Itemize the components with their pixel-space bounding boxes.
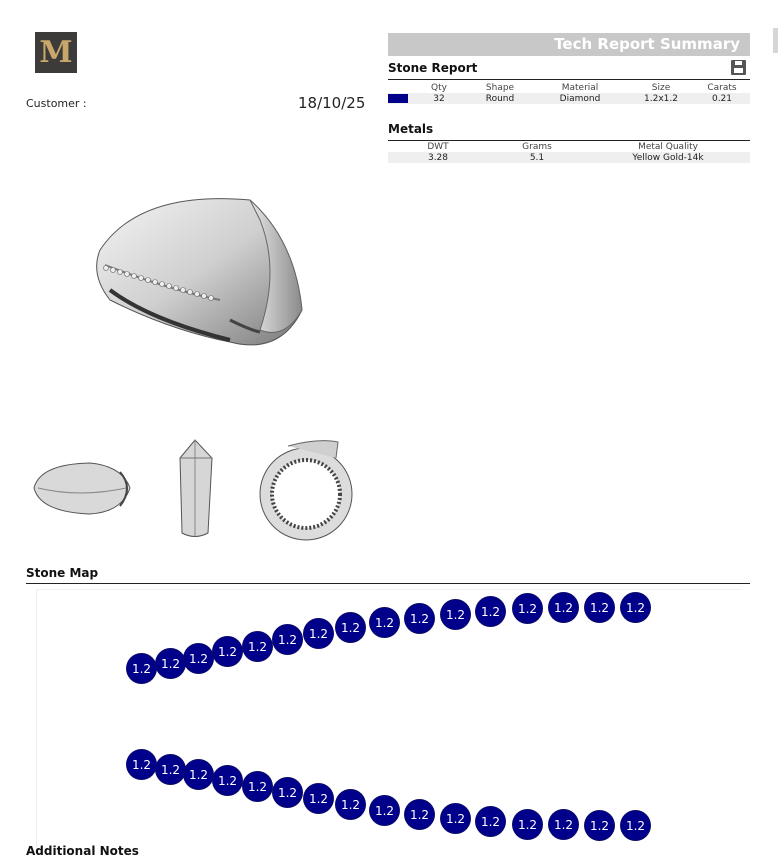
stone-marker: 1.2 (441, 600, 470, 629)
report-header-bar (388, 33, 750, 56)
col-grams: Grams (522, 141, 552, 152)
stone-marker: 1.2 (213, 637, 242, 666)
stone-marker: 1.2 (405, 604, 434, 633)
stone-marker: 1.2 (441, 804, 470, 833)
metal-dwt: 3.28 (388, 152, 488, 163)
col-carats: Carats (707, 82, 737, 93)
metals-header-row (388, 141, 750, 152)
additional-notes-title: Additional Notes (26, 844, 139, 858)
table-row (388, 93, 750, 104)
stone-marker: 1.2 (513, 594, 542, 623)
logo-letter: M (39, 34, 73, 70)
stone-material: Diamond (532, 93, 628, 104)
metal-quality: Yellow Gold-14k (586, 152, 750, 163)
metals-title: Metals (388, 122, 434, 136)
stone-marker: 1.2 (370, 608, 399, 637)
report-title: Tech Report Summary (554, 35, 740, 53)
stone-marker: 1.2 (405, 800, 434, 829)
stone-map-title: Stone Map (26, 566, 99, 580)
stone-marker: 1.2 (243, 772, 272, 801)
stone-marker: 1.2 (273, 778, 302, 807)
stone-report-header-row (388, 82, 750, 93)
company-logo (35, 32, 77, 73)
stone-qty: 32 (410, 93, 468, 104)
stone-marker: 1.2 (476, 597, 505, 626)
ring-front-view (170, 438, 220, 540)
stone-marker: 1.2 (370, 796, 399, 825)
stone-carats: 0.21 (694, 93, 750, 104)
stone-marker: 1.2 (621, 811, 650, 840)
table-row (388, 152, 750, 163)
col-size: Size (651, 82, 671, 93)
stone-marker: 1.2 (304, 784, 333, 813)
stone-marker: 1.2 (156, 649, 185, 678)
stone-report-table (388, 82, 750, 104)
stone-marker: 1.2 (585, 593, 614, 622)
col-color (388, 82, 410, 93)
stone-marker: 1.2 (243, 632, 272, 661)
stone-marker: 1.2 (304, 619, 333, 648)
stone-marker: 1.2 (156, 755, 185, 784)
stone-size: 1.2x1.2 (628, 93, 694, 104)
stone-marker: 1.2 (549, 810, 578, 839)
metals-table (388, 141, 750, 163)
stone-marker: 1.2 (336, 790, 365, 819)
stone-marker: 1.2 (336, 613, 365, 642)
col-dwt: DWT (427, 141, 449, 152)
stone-marker: 1.2 (476, 807, 505, 836)
stone-marker: 1.2 (273, 625, 302, 654)
stone-map-rule (26, 583, 750, 584)
stone-report-title: Stone Report (388, 61, 478, 75)
col-shape: Shape (485, 82, 515, 93)
stone-marker: 1.2 (127, 654, 156, 683)
stone-marker: 1.2 (213, 766, 242, 795)
ring-perspective-view (80, 180, 310, 360)
save-icon[interactable] (731, 60, 746, 75)
stone-marker: 1.2 (621, 593, 650, 622)
page-edge-decoration (773, 28, 778, 53)
stone-marker: 1.2 (585, 811, 614, 840)
col-metal-quality: Metal Quality (638, 141, 698, 152)
report-date: 18/10/25 (298, 94, 366, 112)
stone-color-swatch (388, 93, 410, 104)
metal-grams: 5.1 (488, 152, 586, 163)
stone-marker: 1.2 (127, 750, 156, 779)
stone-marker: 1.2 (184, 644, 213, 673)
stone-shape: Round (468, 93, 532, 104)
customer-label: Customer : (26, 97, 87, 110)
stone-marker: 1.2 (513, 810, 542, 839)
col-material: Material (561, 82, 599, 93)
stone-marker: 1.2 (549, 593, 578, 622)
stone-report-rule (388, 79, 750, 80)
ring-top-view (258, 438, 356, 544)
col-qty: Qty (431, 82, 447, 93)
ring-side-view (30, 458, 134, 520)
stone-marker: 1.2 (184, 760, 213, 789)
